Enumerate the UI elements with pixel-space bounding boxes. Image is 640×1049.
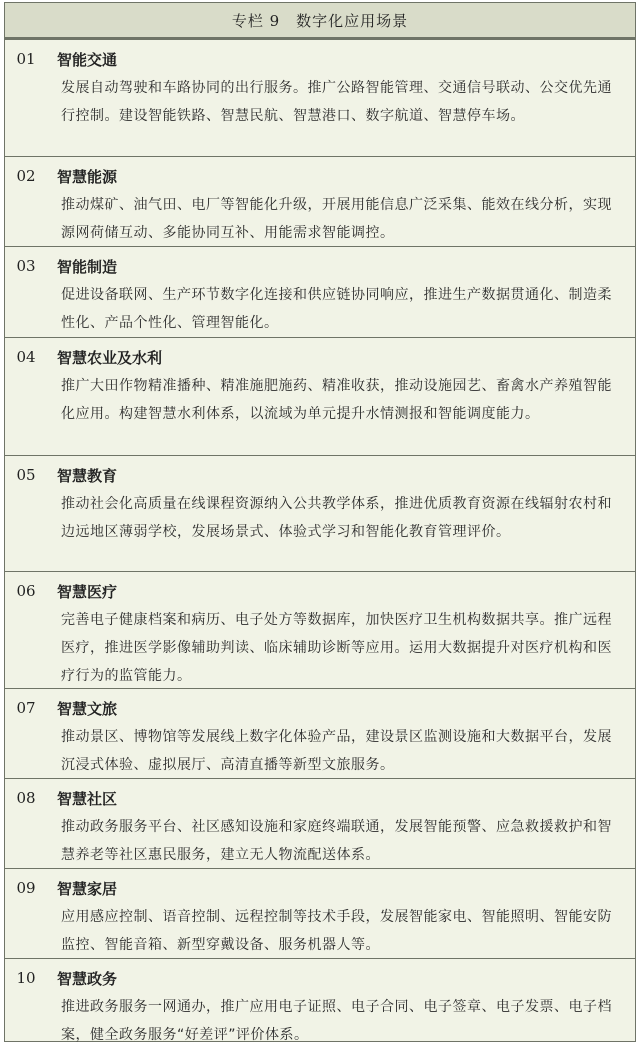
section-title: 智慧家居 [57, 879, 118, 898]
section-title: 智慧教育 [57, 466, 118, 485]
section-title: 智慧农业及水利 [57, 348, 163, 367]
section-title: 智能交通 [57, 50, 118, 69]
section-number: 10 [16, 969, 36, 987]
section-number: 08 [16, 789, 36, 807]
section-text: 推动社会化高质量在线课程资源纳入公共教学体系，推进优质教育资源在线辐射农村和边远地区薄弱学校，发展场景式、体验式学习和智能化教育管理评价。 [61, 496, 612, 540]
section-title: 智能制造 [57, 257, 118, 276]
section-header [5, 787, 117, 809]
section-number: 07 [16, 699, 36, 717]
section-item [5, 958, 635, 1041]
section-number: 03 [16, 257, 36, 275]
section-item [5, 156, 635, 246]
section-text: 应用感应控制、语音控制、远程控制等技术手段，发展智能家电、智能照明、智能安防监控、智能音箱、新型穿戴设备、服务机器人等。 [61, 909, 612, 953]
section-header [5, 697, 117, 719]
section-item [5, 868, 635, 958]
section-number: 02 [16, 167, 36, 185]
section-header [5, 580, 117, 602]
section-title: 智慧能源 [57, 167, 118, 186]
section-header [5, 48, 117, 70]
section-item [5, 455, 635, 571]
section-number: 09 [16, 879, 36, 897]
section-number: 05 [16, 466, 36, 484]
section-text: 推进政务服务一网通办，推广应用电子证照、电子合同、电子签章、电子发票、电子档案，健全政务服务“好差评”评价体系。 [61, 999, 612, 1043]
section-header [5, 255, 117, 277]
section-item [5, 337, 635, 455]
section-number: 01 [16, 50, 36, 68]
section-item [5, 778, 635, 868]
feature-panel [4, 2, 636, 1042]
section-text: 推广大田作物精准播种、精准施肥施药、精准收获，推动设施园艺、畜禽水产养殖智能化应用。构建智慧水利体系，以流域为单元提升水情测报和智能调度能力。 [61, 378, 612, 422]
section-title: 智慧社区 [57, 789, 118, 808]
section-header [5, 967, 117, 989]
section-text: 推动煤矿、油气田、电厂等智能化升级，开展用能信息广泛采集、能效在线分析，实现源网荷储互动、多能协同互补、用能需求智能调控。 [61, 197, 612, 241]
panel-title: 专栏 9 数字化应用场景 [5, 3, 635, 39]
section-header [5, 346, 162, 368]
section-item [5, 688, 635, 778]
section-text: 推动政务服务平台、社区感知设施和家庭终端联通，发展智能预警、应急救援救护和智慧养老等社区惠民服务，建立无人物流配送体系。 [61, 819, 612, 863]
section-text: 促进设备联网、生产环节数字化连接和供应链协同响应，推进生产数据贯通化、制造柔性化、产品个性化、管理智能化。 [61, 287, 612, 331]
section-title: 智慧医疗 [57, 582, 118, 601]
section-header [5, 165, 117, 187]
section-text: 发展自动驾驶和车路协同的出行服务。推广公路智能管理、交通信号联动、公交优先通行控制。建设智能铁路、智慧民航、智慧港口、数字航道、智慧停车场。 [61, 80, 612, 124]
section-item [5, 571, 635, 688]
section-text: 完善电子健康档案和病历、电子处方等数据库，加快医疗卫生机构数据共享。推广远程医疗，推进医学影像辅助判读、临床辅助诊断等应用。运用大数据提升对医疗机构和医疗行为的监管能力。 [61, 612, 612, 684]
section-number: 06 [16, 582, 36, 600]
section-number: 04 [16, 348, 36, 366]
section-title: 智慧文旅 [57, 699, 118, 718]
section-title: 智慧政务 [57, 969, 118, 988]
section-item [5, 246, 635, 337]
section-item [5, 39, 635, 156]
section-header [5, 464, 117, 486]
section-header [5, 877, 117, 899]
section-text: 推动景区、博物馆等发展线上数字化体验产品，建设景区监测设施和大数据平台，发展沉浸式体验、虚拟展厅、高清直播等新型文旅服务。 [61, 729, 612, 773]
